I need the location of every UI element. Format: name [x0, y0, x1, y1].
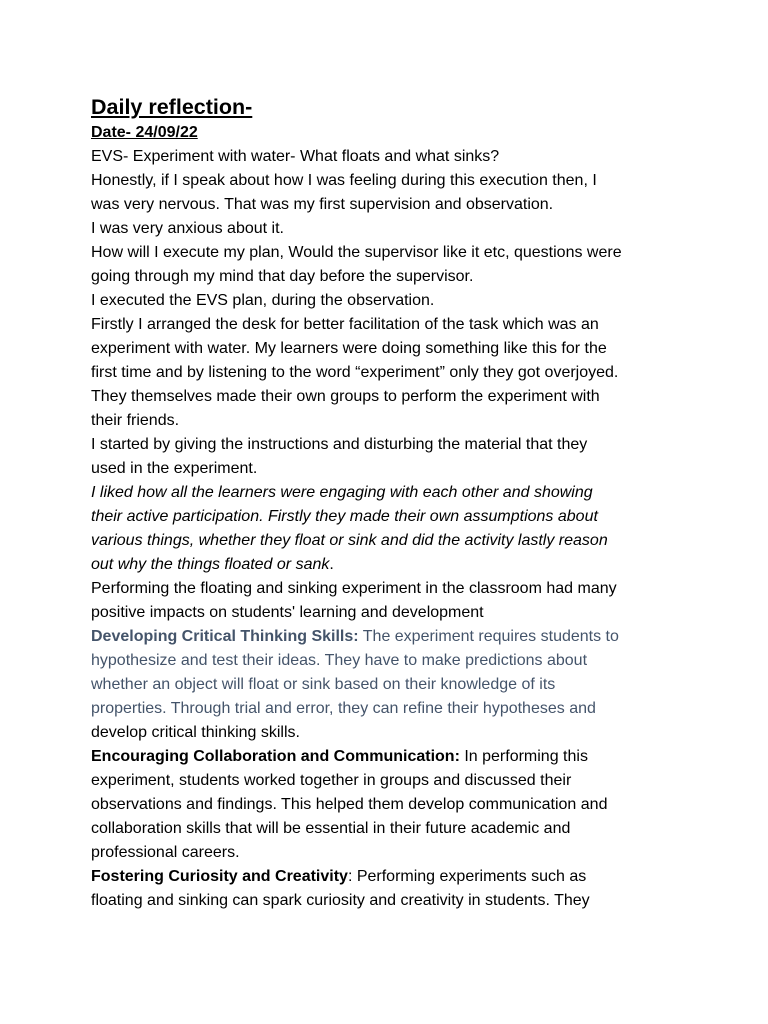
line-text: floating and sinking can spark curiosity and creativity in students. They	[91, 892, 590, 909]
text-line	[91, 601, 691, 625]
text-line	[91, 145, 691, 169]
text-line	[91, 457, 691, 481]
document-page	[91, 93, 691, 913]
line-text: experiment with water. My learners were doing something like this for the	[91, 340, 607, 357]
text-line	[91, 625, 691, 649]
line-text: their active participation. Firstly they made their own assumptions about	[91, 508, 598, 525]
text-line	[91, 385, 691, 409]
line-text: their friends.	[91, 412, 180, 429]
text-line	[91, 313, 691, 337]
line-text: : Performing experiments such as	[347, 868, 587, 885]
line-text: Honestly, if I speak about how I was feeling during this execution then, I	[91, 172, 597, 189]
text-line	[91, 241, 691, 265]
text-line	[91, 577, 691, 601]
line-text: EVS- Experiment with water- What floats and what sinks?	[91, 148, 500, 165]
text-line	[91, 433, 691, 457]
text-line	[91, 769, 691, 793]
line-text: professional careers.	[91, 844, 240, 861]
text-line	[91, 217, 691, 241]
line-text: properties. Through trial and error, they can refine their hypotheses and	[91, 700, 596, 717]
text-line	[91, 553, 691, 577]
text-line	[91, 289, 691, 313]
line-text: observations and findings. This helped them develop communication and	[91, 796, 608, 813]
text-line	[91, 649, 691, 673]
section-heading: Fostering Curiosity and Creativity	[91, 868, 348, 885]
line-text: going through my mind that day before the supervisor.	[91, 268, 474, 285]
text-line	[91, 361, 691, 385]
line-text: was very nervous. That was my first supervision and observation.	[91, 196, 554, 213]
line-text: used in the experiment.	[91, 460, 258, 477]
document-date: Date- 24/09/22	[91, 124, 198, 141]
text-line	[91, 481, 691, 505]
line-text: develop critical thinking skills.	[91, 724, 300, 741]
text-line	[91, 673, 691, 697]
text-line	[91, 865, 691, 889]
line-text: They themselves made their own groups to perform the experiment with	[91, 388, 600, 405]
text-line	[91, 505, 691, 529]
text-line	[91, 697, 691, 721]
section-heading: Encouraging Collaboration and Communication:	[91, 748, 460, 765]
line-text: positive impacts on students' learning and development	[91, 604, 484, 621]
text-line	[91, 169, 691, 193]
line-text: Firstly I arranged the desk for better facilitation of the task which was an	[91, 316, 599, 333]
text-line	[91, 889, 691, 913]
text-line	[91, 193, 691, 217]
text-line	[91, 337, 691, 361]
line-text: whether an object will float or sink based on their knowledge of its	[91, 676, 556, 693]
line-text: collaboration skills that will be essential in their future academic and	[91, 820, 571, 837]
line-text: I liked how all the learners were engaging with each other and showing	[91, 484, 593, 501]
text-line	[91, 793, 691, 817]
text-line	[91, 745, 691, 769]
text-line	[91, 721, 691, 745]
line-text: In performing this	[459, 748, 588, 765]
line-text: I was very anxious about it.	[91, 220, 284, 237]
line-text: out why the things floated or sank	[91, 556, 330, 573]
section-heading: Developing Critical Thinking Skills:	[91, 628, 359, 645]
text-line	[91, 529, 691, 553]
text-line	[91, 409, 691, 433]
line-text: first time and by listening to the word “experiment” only they got overjoyed.	[91, 364, 619, 381]
line-text: I started by giving the instructions and disturbing the material that they	[91, 436, 588, 453]
line-text: experiment, students worked together in groups and discussed their	[91, 772, 572, 789]
document-body	[91, 145, 691, 913]
text-line	[91, 265, 691, 289]
text-line	[91, 841, 691, 865]
line-text: Performing the floating and sinking experiment in the classroom had many	[91, 580, 617, 597]
document-title: Daily reflection-	[91, 95, 253, 119]
text-line	[91, 817, 691, 841]
line-tail: .	[329, 556, 334, 573]
line-text: I executed the EVS plan, during the observation.	[91, 292, 435, 309]
line-text: various things, whether they float or sink and did the activity lastly reason	[91, 532, 608, 549]
line-text: The experiment requires students to	[358, 628, 619, 645]
line-text: How will I execute my plan, Would the supervisor like it etc, questions were	[91, 244, 622, 261]
line-text: hypothesize and test their ideas. They have to make predictions about	[91, 652, 588, 669]
